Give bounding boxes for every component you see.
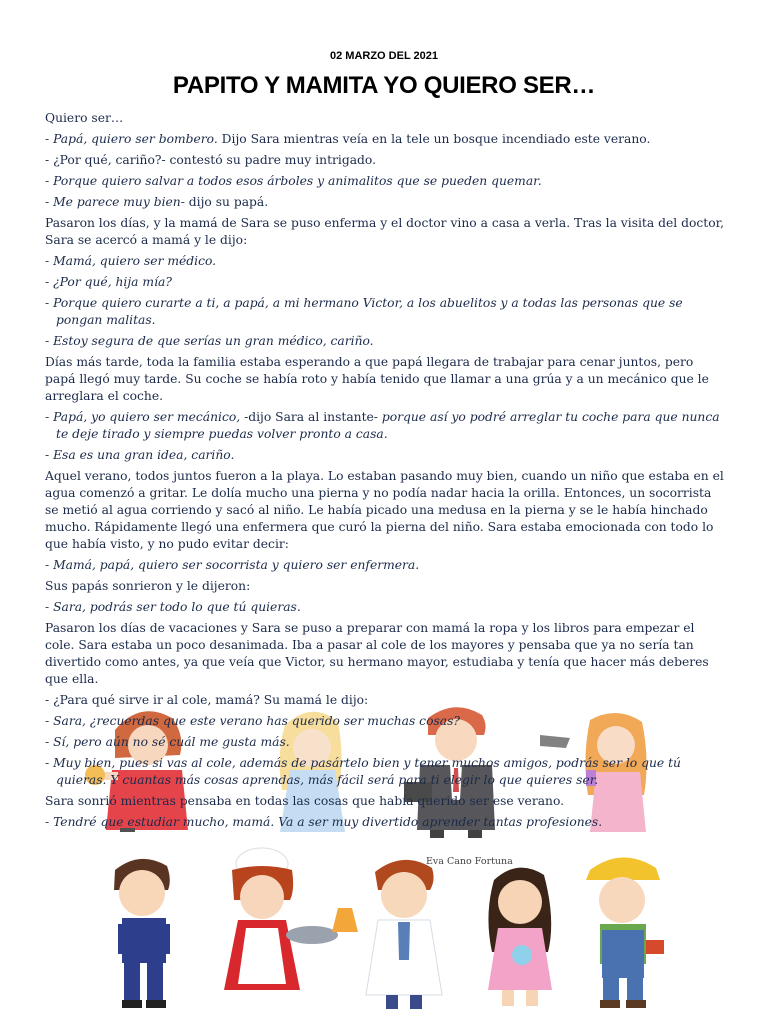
dialogue-text: - Mamá, quiero ser médico. bbox=[45, 254, 217, 268]
dialogue-text: -dijo Sara al instante- bbox=[240, 410, 382, 424]
dialogue-line bbox=[45, 692, 725, 709]
dialogue-line bbox=[45, 253, 725, 270]
dialogue-text: - Papá, yo quiero ser mecánico, bbox=[45, 410, 241, 424]
dialogue-line bbox=[45, 152, 725, 169]
dialogue-line bbox=[45, 131, 725, 148]
dialogue-text: dijo su papá. bbox=[184, 195, 269, 209]
dialogue-line bbox=[45, 814, 725, 831]
dialogue-line bbox=[45, 295, 725, 329]
dialogue-line bbox=[45, 274, 725, 291]
child-doctor-icon bbox=[488, 868, 552, 1006]
dialogue-text: - Sara, podrás ser todo lo que tú quieras. bbox=[45, 600, 301, 614]
page-title: PAPITO Y MAMITA YO QUIERO SER… bbox=[172, 72, 596, 99]
dialogue-text: - Muy bien, pues si vas al cole, además de pasártelo bien y tener muchos amigos, podrás ser lo que tú quieras. Y cuantas más cosas aprendas, más fácil será para ti elegir lo que quieres ser. bbox=[45, 756, 681, 787]
dialogue-line bbox=[45, 557, 725, 574]
story-paragraph: Pasaron los días de vacaciones y Sara se puso a preparar con mamá la ropa y los libros para empezar el cole. Sara estaba un poco desanimada. Iba a pasar al cole de los mayores y pensaba que ya no sería tan divertido como antes, ya que veía que Victor, su hermano mayor, estudiaba y tenía que hacer más deberes que ella. bbox=[45, 621, 709, 686]
dialogue-text: - ¿Para qué sirve ir al cole, mamá? Su mamá le dijo: bbox=[45, 693, 369, 707]
story-paragraph: Sus papás sonrieron y le dijeron: bbox=[45, 579, 251, 593]
dialogue-text: - Me parece muy bien- bbox=[45, 195, 185, 209]
story-paragraph: Días más tarde, toda la familia estaba esperando a que papá llegara de trabajar para cenar juntos, pero papá llegó muy tarde. Su coche se había roto y había tenido que llamar a una grúa y a un mecánico que le arreglara el coche. bbox=[45, 355, 709, 403]
child-builder-icon bbox=[586, 857, 664, 1008]
story-paragraph: Sara sonrió mientras pensaba en todas las cosas que había querido ser ese verano. bbox=[45, 794, 565, 808]
dialogue-line bbox=[45, 734, 725, 751]
dialogue-line bbox=[45, 333, 725, 350]
child-scientist-icon bbox=[332, 860, 442, 1009]
dialogue-text: porque así yo podré arreglar tu coche para que nunca te deje tirado y siempre puedas volver pronto a casa. bbox=[56, 410, 720, 441]
dialogue-text: Dijo Sara mientras veía en la tele un bosque incendiado este verano. bbox=[217, 132, 651, 146]
author-signature: Eva Cano Fortuna bbox=[426, 856, 513, 867]
dialogue-line bbox=[45, 194, 725, 211]
dialogue-line bbox=[45, 755, 725, 789]
dialogue-text: - Estoy segura de que serías un gran médico, cariño. bbox=[45, 334, 374, 348]
dialogue-text: - Porque quiero curarte a ti, a papá, a mi hermano Victor, a los abuelitos y a todas las personas que se pongan malitas. bbox=[45, 296, 683, 327]
dialogue-text: - Sí, pero aún no sé cuál me gusta más. bbox=[45, 735, 290, 749]
dialogue-text: - Tendré que estudiar mucho, mamá. Va a ser muy divertido aprender tantas profesiones. bbox=[45, 815, 603, 829]
dialogue-line bbox=[45, 713, 725, 730]
dialogue-text: - Esa es una gran idea, cariño. bbox=[45, 448, 235, 462]
story-body bbox=[45, 110, 725, 831]
dialogue-text: - Mamá, papá, quiero ser socorrista y quiero ser enfermera. bbox=[45, 558, 420, 572]
dialogue-line bbox=[45, 173, 725, 190]
child-chef-icon bbox=[224, 848, 338, 1008]
dialogue-text: - Sara, ¿recuerdas que este verano has querido ser muchas cosas? bbox=[45, 714, 461, 728]
dialogue-text: - ¿Por qué, hija mía? bbox=[45, 275, 172, 289]
dialogue-text: - Porque quiero salvar a todos esos árboles y animalitos que se pueden quemar. bbox=[45, 174, 542, 188]
story-paragraph: Quiero ser… bbox=[45, 111, 124, 125]
date-line: 02 MARZO DEL 2021 bbox=[329, 50, 438, 62]
dialogue-text: - Papá, quiero ser bombero. bbox=[45, 132, 218, 146]
story-paragraph: Pasaron los días, y la mamá de Sara se puso enferma y el doctor vino a casa a verla. Tras la visita del doctor, Sara se acercó a mamá y le dijo: bbox=[45, 216, 725, 247]
child-police-icon bbox=[114, 859, 170, 1008]
dialogue-line bbox=[45, 447, 725, 464]
dialogue-line bbox=[45, 599, 725, 616]
story-paragraph: Aquel verano, todos juntos fueron a la playa. Lo estaban pasando muy bien, cuando un niño que estaba en el agua comenzó a gritar. Le dolía mucho una pierna y no podía nadar hacia la orilla. Entonces, un socorrista se metió al agua corriendo y sacó al niño. Le había picado una medusa en la pierna y se le había hinchado mucho. Rápidamente llegó una enfermera que curó la pierna del niño. Sara estaba emocionada con todo lo que había visto, y no pudo evitar decir: bbox=[45, 469, 724, 551]
dialogue-line bbox=[45, 409, 725, 443]
dialogue-text: - ¿Por qué, cariño?- contestó su padre muy intrigado. bbox=[45, 153, 377, 167]
